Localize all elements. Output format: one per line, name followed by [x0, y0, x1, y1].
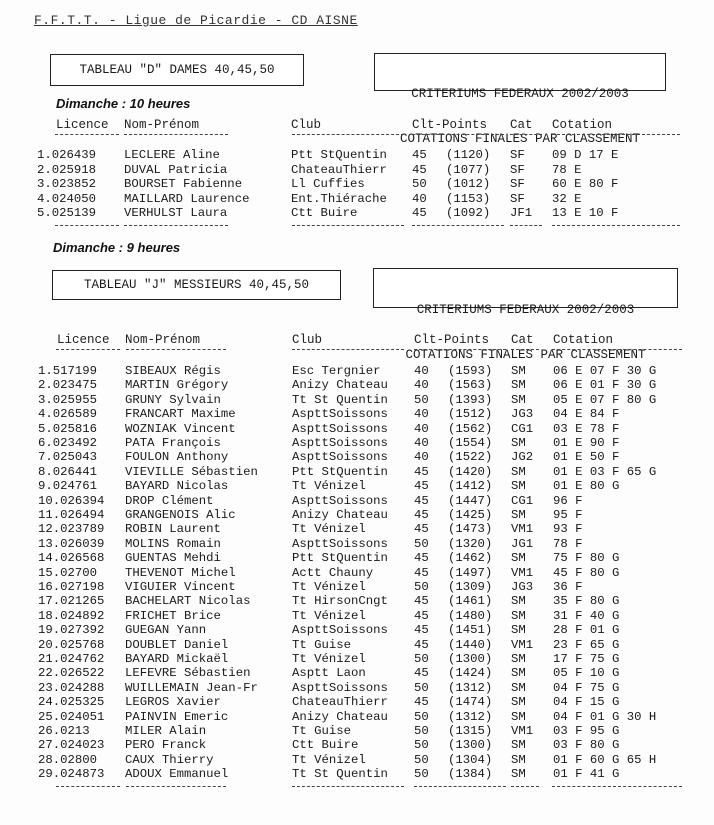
cell-nom: DOUBLET Daniel [125, 637, 229, 652]
col-header-cotation: Cotation [552, 118, 613, 132]
cell-licence: 24.025325 [38, 695, 105, 710]
cell-pts: (1384) [448, 767, 493, 782]
cell-pts: (1554) [448, 436, 493, 450]
cell-club: Esc Tergnier [292, 364, 381, 378]
cell-licence: 1.517199 [38, 364, 98, 378]
cell-cat: SM [511, 508, 526, 522]
footer-separator [552, 786, 682, 787]
cell-nom: THEVENOT Michel [125, 565, 236, 580]
cell-clt: 45 [414, 508, 429, 522]
cell-pts: (1563) [448, 378, 493, 393]
cell-pts: (1440) [448, 637, 493, 652]
document-header: F.F.T.T. - Ligue de Picardie - CD AISNE [34, 13, 358, 28]
footer-separator [414, 786, 506, 787]
cell-pts: (1300) [448, 738, 493, 753]
footer-separator [126, 786, 226, 787]
cell-clt: 40 [412, 191, 427, 206]
cell-licence: 19.027392 [38, 623, 105, 638]
cell-cat: SM [511, 608, 526, 623]
cell-licence: 26.0213 [38, 724, 90, 738]
cell-nom: GUENTAS Mehdi [125, 551, 221, 566]
cell-cat: SM [511, 623, 526, 638]
cell-pts: (1497) [448, 565, 493, 580]
cell-pts: (1562) [448, 421, 493, 436]
cell-club: Ptt StQuentin [292, 551, 388, 566]
table-d-label-box [50, 54, 304, 86]
cell-pts: (1473) [448, 522, 493, 537]
cell-pts: (1315) [448, 724, 493, 738]
cell-nom: LECLERE Aline [124, 148, 220, 162]
cell-cat: VM1 [511, 637, 534, 652]
cell-club: Anizy Chateau [292, 709, 388, 724]
criteria-line1: CRITERIUMS FEDERAUX 2002/2003 [416, 303, 635, 317]
cell-nom: WUILLEMAIN Jean-Fr [125, 680, 258, 695]
cell-clt: 45 [414, 608, 429, 623]
cell-cot: 05 F 10 G [553, 666, 620, 681]
cell-licence: 5.025816 [38, 421, 98, 436]
cell-cat: SF [510, 148, 525, 162]
cell-licence: 1.026439 [37, 148, 97, 162]
cell-cat: JG3 [511, 407, 534, 422]
cell-cat: SM [511, 695, 526, 710]
cell-clt: 50 [412, 177, 427, 191]
cell-clt: 40 [414, 378, 429, 393]
cell-club: AspttSoissons [292, 450, 388, 465]
cell-licence: 11.026494 [38, 508, 105, 522]
cell-pts: (1012) [446, 177, 491, 191]
cell-pts: (1393) [448, 392, 493, 407]
cell-cat: SM [511, 436, 526, 450]
header-separator [511, 349, 539, 350]
cell-nom: VIEVILLE Sébastien [125, 464, 258, 479]
cell-club: Ctt Buire [291, 206, 358, 220]
col-header-clt-points: Clt-Points [414, 333, 490, 347]
cell-clt: 45 [414, 522, 429, 537]
cell-club: Tt Vénizel [292, 652, 366, 666]
cell-pts: (1425) [448, 508, 493, 522]
cell-nom: MOLINS Romain [125, 536, 221, 551]
cell-licence: 21.024762 [38, 652, 105, 666]
cell-cot: 78 F [553, 536, 583, 551]
cell-club: Anizy Chateau [292, 508, 388, 522]
cell-clt: 50 [414, 652, 429, 666]
cell-pts: (1320) [448, 536, 493, 551]
cell-cat: VM1 [511, 724, 534, 738]
cell-nom: BAYARD Nicolas [125, 479, 229, 494]
cell-cot: 96 F [553, 493, 583, 508]
cell-club: AspttSoissons [292, 436, 388, 450]
col-header-licence: Licence [57, 333, 110, 347]
cell-clt: 40 [414, 364, 429, 378]
cell-licence: 28.02800 [38, 752, 98, 767]
cell-licence: 16.027198 [38, 580, 105, 594]
criteria-line2: COTATIONS FINALES PAR CLASSEMENT [405, 348, 646, 362]
cell-cot: 03 E 78 F [553, 421, 620, 436]
cell-cat: SM [511, 551, 526, 566]
session-label-2: Dimanche : 9 heures [53, 240, 181, 255]
cell-clt: 45 [414, 637, 429, 652]
col-header-clt-points: Clt-Points [412, 118, 488, 132]
cell-club: Tt Guise [292, 724, 352, 738]
cell-clt: 50 [414, 738, 429, 753]
cell-licence: 14.026568 [38, 551, 105, 566]
cell-pts: (1462) [448, 551, 493, 566]
cell-club: AspttSoissons [292, 536, 388, 551]
cell-pts: (1447) [448, 493, 493, 508]
cell-clt: 45 [414, 551, 429, 566]
cell-cot: 01 E 90 F [553, 436, 620, 450]
cell-cot: 93 F [553, 522, 583, 537]
cell-nom: FOULON Anthony [125, 450, 229, 465]
cell-nom: PATA François [125, 436, 221, 450]
header-separator [292, 134, 404, 135]
cell-cat: JG1 [511, 536, 534, 551]
cell-club: Ptt StQuentin [292, 464, 388, 479]
cell-licence: 5.025139 [37, 206, 97, 220]
cell-clt: 45 [414, 666, 429, 681]
cell-licence: 20.025768 [38, 637, 105, 652]
cell-licence: 6.023492 [38, 436, 98, 450]
col-header-cotation: Cotation [553, 333, 614, 347]
cell-club: AspttSoissons [292, 407, 388, 422]
cell-pts: (1312) [448, 680, 493, 695]
cell-nom: VIGUIER Vincent [125, 580, 236, 594]
cell-cat: SM [511, 652, 526, 666]
cell-nom: LEFEVRE Sébastien [125, 666, 251, 681]
cell-licence: 4.026589 [38, 407, 98, 422]
header-separator [292, 349, 404, 350]
cell-cot: 01 E 03 F 65 G [553, 464, 657, 479]
cell-pts: (1522) [448, 450, 493, 465]
cell-cot: 04 E 84 F [553, 407, 620, 422]
cell-clt: 45 [414, 695, 429, 710]
cell-licence: 8.026441 [38, 464, 98, 479]
cell-club: Tt Vénizel [292, 479, 366, 494]
cell-clt: 40 [414, 436, 429, 450]
col-header-club: Club [291, 118, 322, 132]
cell-cat: SM [511, 479, 526, 494]
footer-separator [55, 225, 119, 226]
cell-nom: VERHULST Laura [124, 206, 228, 220]
cell-cot: 45 F 80 G [553, 565, 620, 580]
cell-nom: DUVAL Patricia [124, 162, 228, 177]
cell-nom: MARTIN Grégory [125, 378, 229, 393]
table-j-label-box [52, 270, 341, 300]
cell-nom: PAINVIN Emeric [125, 709, 229, 724]
cell-cot: 06 E 07 F 30 G [553, 364, 657, 378]
footer-separator [124, 225, 228, 226]
cell-cot: 35 F 80 G [553, 594, 620, 609]
header-separator [552, 349, 682, 350]
cell-cat: VM1 [511, 522, 534, 537]
cell-cot: 95 F [553, 508, 583, 522]
footer-separator [511, 786, 539, 787]
cell-pts: (1092) [446, 206, 491, 220]
cell-cat: SM [511, 378, 526, 393]
session-label-1: Dimanche : 10 heures [56, 96, 191, 111]
cell-club: Tt HirsonCngt [292, 594, 388, 609]
footer-separator [292, 225, 404, 226]
cell-licence: 3.025955 [38, 392, 98, 407]
cell-clt: 50 [414, 767, 429, 782]
cell-club: Actt Chauny [292, 565, 374, 580]
cell-cot: 13 E 10 F [552, 206, 619, 220]
col-header-nom: Nom-Prénom [124, 118, 200, 132]
cell-clt: 45 [414, 479, 429, 494]
table-j-label: TABLEAU "J" MESSIEURS 40,45,50 [83, 277, 310, 292]
cell-club: ChateauThierr [292, 695, 388, 710]
cell-cat: CG1 [511, 493, 534, 508]
cell-cat: SM [511, 767, 526, 782]
cell-nom: SIBEAUX Régis [125, 364, 221, 378]
cell-clt: 45 [412, 206, 427, 220]
cell-pts: (1512) [448, 407, 493, 422]
cell-club: Tt Vénizel [292, 608, 366, 623]
footer-separator [292, 786, 404, 787]
cell-licence: 12.023789 [38, 522, 105, 537]
cell-cat: SM [511, 680, 526, 695]
cell-pts: (1480) [448, 608, 493, 623]
cell-cot: 17 F 75 G [553, 652, 620, 666]
header-separator [552, 134, 680, 135]
cell-licence: 22.026522 [38, 666, 105, 681]
cell-pts: (1451) [448, 623, 493, 638]
cell-nom: ADOUX Emmanuel [125, 767, 229, 782]
cell-nom: GRANGENOIS Alic [125, 508, 236, 522]
cell-licence: 27.024023 [38, 738, 105, 753]
footer-separator [56, 786, 120, 787]
cell-cat: JF1 [510, 206, 533, 220]
cell-pts: (1461) [448, 594, 493, 609]
cell-clt: 45 [414, 594, 429, 609]
cell-club: Tt Vénizel [292, 522, 366, 537]
cell-cat: CG1 [511, 421, 534, 436]
cell-pts: (1304) [448, 752, 493, 767]
cell-licence: 2.025918 [37, 162, 97, 177]
cell-nom: WOZNIAK Vincent [125, 421, 236, 436]
cell-clt: 50 [414, 580, 429, 594]
col-header-club: Club [292, 333, 323, 347]
col-header-licence: Licence [56, 118, 109, 132]
cell-licence: 23.024288 [38, 680, 105, 695]
cell-clt: 45 [414, 565, 429, 580]
cell-clt: 45 [414, 493, 429, 508]
cell-club: ChateauThierr [291, 162, 387, 177]
cell-club: Tt Vénizel [292, 580, 366, 594]
cell-cot: 04 F 15 G [553, 695, 620, 710]
cell-club: Tt St Quentin [292, 392, 388, 407]
cell-pts: (1420) [448, 464, 493, 479]
col-header-cat: Cat [510, 118, 533, 132]
cell-licence: 7.025043 [38, 450, 98, 465]
cell-nom: BACHELART Nicolas [125, 594, 251, 609]
cell-cot: 32 E [552, 191, 582, 206]
header-separator [414, 349, 506, 350]
cell-pts: (1153) [446, 191, 491, 206]
cell-club: AspttSoissons [292, 623, 388, 638]
cell-clt: 50 [414, 752, 429, 767]
cell-club: Tt Vénizel [292, 752, 366, 767]
cell-clt: 40 [414, 421, 429, 436]
cell-pts: (1412) [448, 479, 493, 494]
cell-licence: 2.023475 [38, 378, 98, 393]
cell-licence: 18.024892 [38, 608, 105, 623]
header-separator [412, 134, 504, 135]
cell-nom: PERO Franck [125, 738, 207, 753]
cell-club: Tt Guise [292, 637, 352, 652]
cell-nom: BAYARD Mickaël [125, 652, 229, 666]
cell-licence: 9.024761 [38, 479, 98, 494]
cell-pts: (1077) [446, 162, 491, 177]
cell-cot: 03 F 80 G [553, 738, 620, 753]
cell-nom: MAILLARD Laurence [124, 191, 250, 206]
cell-pts: (1312) [448, 709, 493, 724]
cell-cot: 78 E [552, 162, 582, 177]
cell-nom: GUEGAN Yann [125, 623, 207, 638]
header-separator [126, 349, 226, 350]
cell-clt: 45 [414, 464, 429, 479]
cell-cot: 04 F 01 G 30 H [553, 709, 657, 724]
cell-club: Ptt StQuentin [291, 148, 387, 162]
cell-nom: FRICHET Brice [125, 608, 221, 623]
cell-clt: 50 [414, 709, 429, 724]
cell-club: Ent.Thiérache [291, 191, 387, 206]
footer-separator [552, 225, 680, 226]
header-separator [124, 134, 228, 135]
cell-cat: SM [511, 752, 526, 767]
cell-cot: 03 F 95 G [553, 724, 620, 738]
cell-nom: ROBIN Laurent [125, 522, 221, 537]
criteria-line1: CRITERIUMS FEDERAUX 2002/2003 [411, 87, 629, 101]
footer-separator [510, 225, 542, 226]
cell-licence: 15.02700 [38, 565, 98, 580]
cell-clt: 45 [414, 623, 429, 638]
cell-nom: BOURSET Fabienne [124, 177, 243, 191]
cell-cot: 01 F 60 G 65 H [553, 752, 657, 767]
cell-cot: 04 F 75 G [553, 680, 620, 695]
cell-cot: 01 E 80 G [553, 479, 620, 494]
cell-clt: 50 [414, 724, 429, 738]
cell-licence: 3.023852 [37, 177, 97, 191]
header-separator [55, 134, 119, 135]
cell-cat: JG3 [511, 580, 534, 594]
cell-nom: DROP Clément [125, 493, 214, 508]
cell-cat: SF [510, 162, 525, 177]
cell-cot: 01 F 41 G [553, 767, 620, 782]
cell-cat: VM1 [511, 565, 534, 580]
cell-club: AspttSoissons [292, 421, 388, 436]
criteria-line2: COTATIONS FINALES PAR CLASSEMENT [399, 132, 641, 146]
cell-cat: SM [511, 738, 526, 753]
col-header-nom: Nom-Prénom [125, 333, 201, 347]
cell-nom: FRANCART Maxime [125, 407, 236, 422]
table-d-label: TABLEAU "D" DAMES 40,45,50 [79, 62, 275, 77]
cell-cot: 36 F [553, 580, 583, 594]
header-separator [510, 134, 542, 135]
cell-cot: 60 E 80 F [552, 177, 619, 191]
cell-clt: 50 [414, 536, 429, 551]
cell-nom: CAUX Thierry [125, 752, 214, 767]
cell-nom: LEGROS Xavier [125, 695, 221, 710]
cell-pts: (1593) [448, 364, 493, 378]
cell-club: Ll Cuffies [291, 177, 365, 191]
cell-cat: SM [511, 364, 526, 378]
cell-clt: 40 [414, 450, 429, 465]
cell-cat: SM [511, 666, 526, 681]
footer-separator [412, 225, 504, 226]
cell-cot: 05 E 07 F 80 G [553, 392, 657, 407]
cell-club: Tt St Quentin [292, 767, 388, 782]
cell-clt: 50 [414, 680, 429, 695]
cell-cat: SM [511, 709, 526, 724]
header-separator [56, 349, 120, 350]
cell-licence: 13.026039 [38, 536, 105, 551]
cell-cat: JG2 [511, 450, 534, 465]
cell-nom: GRUNY Sylvain [125, 392, 221, 407]
cell-cat: SF [510, 191, 525, 206]
cell-cot: 75 F 80 G [553, 551, 620, 566]
cell-pts: (1309) [448, 580, 493, 594]
cell-cat: SM [511, 464, 526, 479]
cell-pts: (1300) [448, 652, 493, 666]
cell-licence: 29.024873 [38, 767, 105, 782]
cell-cot: 01 E 50 F [553, 450, 620, 465]
cell-cot: 09 D 17 E [552, 148, 619, 162]
cell-clt: 45 [412, 162, 427, 177]
cell-cot: 28 F 01 G [553, 623, 620, 638]
cell-club: Asptt Laon [292, 666, 366, 681]
cell-cot: 06 E 01 F 30 G [553, 378, 657, 393]
cell-club: Ctt Buire [292, 738, 359, 753]
cell-cot: 23 F 65 G [553, 637, 620, 652]
cell-pts: (1474) [448, 695, 493, 710]
cell-licence: 25.024051 [38, 709, 105, 724]
cell-clt: 45 [412, 148, 427, 162]
cell-club: AspttSoissons [292, 680, 388, 695]
cell-licence: 17.021265 [38, 594, 105, 609]
cell-pts: (1424) [448, 666, 493, 681]
cell-licence: 10.026394 [38, 493, 105, 508]
cell-club: Anizy Chateau [292, 378, 388, 393]
cell-cat: SM [511, 392, 526, 407]
cell-cat: SF [510, 177, 525, 191]
cell-clt: 50 [414, 392, 429, 407]
cell-cat: SM [511, 594, 526, 609]
cell-nom: MILER Alain [125, 724, 207, 738]
cell-club: AspttSoissons [292, 493, 388, 508]
cell-pts: (1120) [446, 148, 491, 162]
cell-licence: 4.024050 [37, 191, 97, 206]
col-header-cat: Cat [511, 333, 534, 347]
cell-cot: 31 F 40 G [553, 608, 620, 623]
cell-clt: 40 [414, 407, 429, 422]
